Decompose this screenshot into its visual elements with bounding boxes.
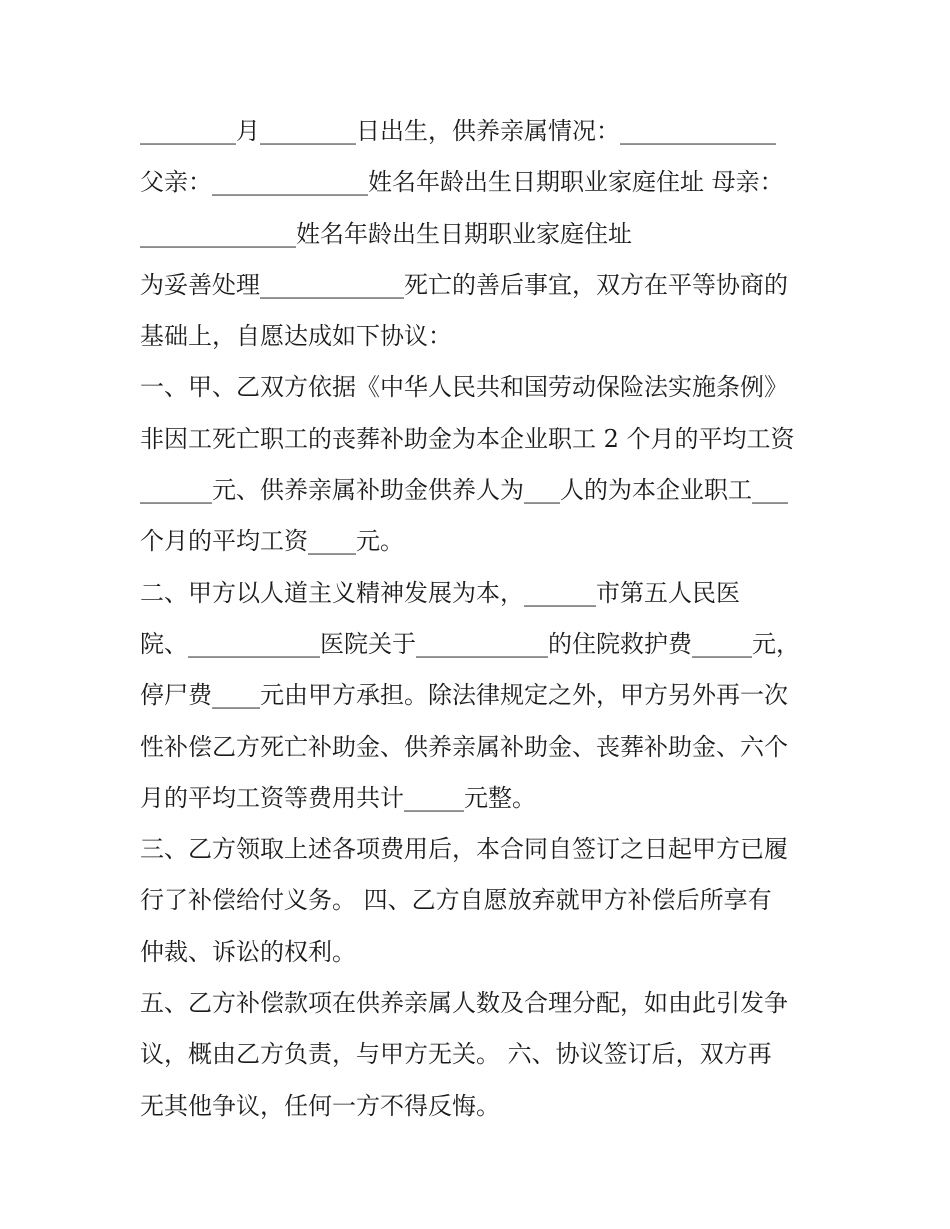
text-line-clause-1-cont: 个月的平均工资____元。: [140, 527, 404, 556]
text-line-clause-2: 二、甲方以人道主义精神发展为本，______市第五人民医: [140, 578, 740, 607]
text-line-clause-3: 三、乙方领取上述各项费用后，本合同自签订之日起甲方已履: [140, 835, 788, 864]
text-line-clause-6-cont: 无其他争议，任何一方不得反悔。: [140, 1091, 500, 1120]
agreement-body: [140, 106, 820, 1132]
text-line-clause-1: 一、甲、乙双方依据《中华人民共和国劳动保险法实施条例》: [140, 373, 788, 402]
text-line-clause-3-4: 行了补偿给付义务。 四、乙方自愿放弃就甲方补偿后所享有: [140, 886, 772, 915]
text-line-clause-1-cont: ______元、供养亲属补助金供养人为___人的为本企业职工___: [140, 476, 788, 505]
text-line-clause-2-cont: 性补偿乙方死亡补助金、供养亲属补助金、丧葬补助金、六个: [140, 732, 788, 761]
text-line-birth-date: ________月________日出生，供养亲属情况：_____________: [140, 117, 776, 145]
text-line-clause-2-cont: 月的平均工资等费用共计_____元整。: [140, 783, 536, 812]
text-line-clause-5-6: 议，概由乙方负责，与甲方无关。 六、协议签订后，双方再: [140, 1040, 772, 1069]
text-line-clause-5: 五、乙方补偿款项在供养亲属人数及合理分配，如由此引发争: [140, 989, 788, 1018]
text-line-clause-2-cont: 院、___________医院关于___________的住院救护费_____元，: [140, 629, 800, 658]
text-line-purpose-cont: 基础上，自愿达成如下协议：: [140, 322, 452, 351]
text-line-father: 父亲：_____________姓名年龄出生日期职业家庭住址 母亲：: [140, 168, 784, 197]
text-line-purpose: 为妥善处理____________死亡的善后事宜，双方在平等协商的: [140, 270, 788, 299]
text-line-mother: _____________姓名年龄出生日期职业家庭住址: [140, 219, 632, 248]
text-line-clause-2-cont: 停尸费____元由甲方承担。除法律规定之外，甲方另外再一次: [140, 681, 788, 710]
text-line-clause-1-cont: 非因工死亡职工的丧葬补助金为本企业职工 2 个月的平均工资: [140, 424, 795, 453]
text-line-clause-4-cont: 仲裁、诉讼的权利。: [140, 937, 356, 966]
